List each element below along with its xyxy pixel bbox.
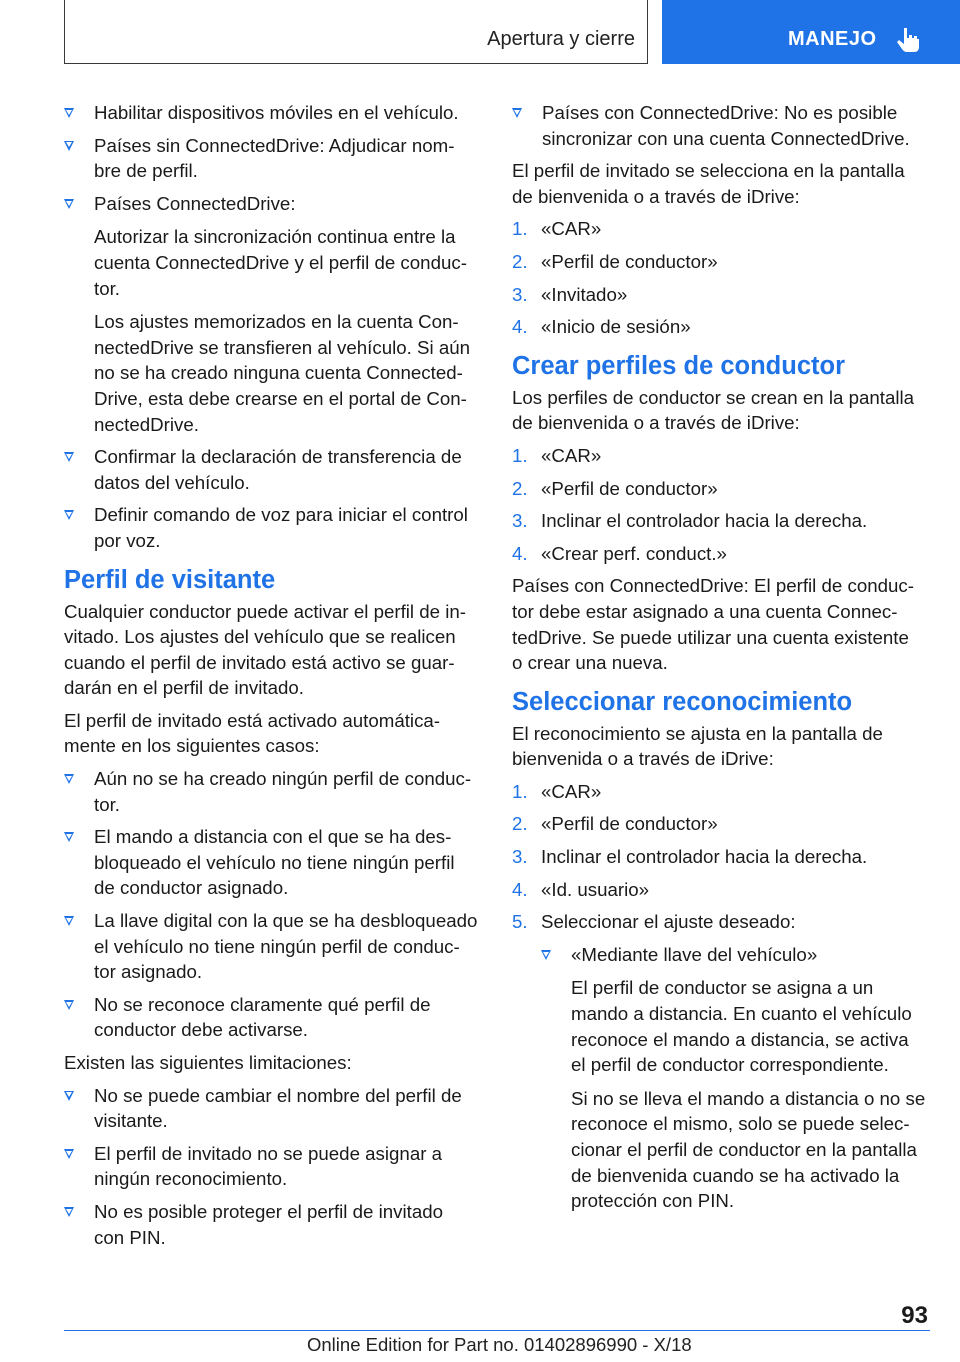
text-line: Drive, esta debe crearse en el portal de Con- [94,387,467,409]
triangle-bullet-icon [64,108,74,118]
bullet-item [512,100,932,151]
step-text: «CAR» [541,780,602,802]
heading-visitor-profile: Perfil de visitante [64,565,276,594]
steps-create [512,443,932,566]
bullet-item [64,1083,482,1134]
text-line: Aún no se ha creado ningún perfil de conduc- [94,768,472,790]
text-line: mando a distancia. En cuanto el vehículo [571,1003,912,1025]
footer-divider [64,1330,930,1331]
bullet-item [64,444,482,495]
paragraph-connected [512,573,932,675]
text-line: o crear una nueva. [512,652,668,674]
text-line: no se ha creado ninguna cuenta Connected- [94,362,463,384]
bullet-item [64,766,482,817]
step-text: «Perfil de conductor» [541,813,718,835]
text-line: cuenta ConnectedDrive y el perfil de conduc- [94,251,467,273]
sub-paragraph [94,224,482,301]
step-item [512,877,932,903]
text-line: reconoce el mando a distancia, se activa [571,1028,909,1050]
text-line: No es posible proteger el perfil de invitado [94,1200,444,1222]
step-text: «Invitado» [541,283,628,305]
text-line: tor. [94,793,120,815]
text-line: tor. [94,277,120,299]
text-line: ningún reconocimiento. [94,1168,288,1190]
step-item [512,811,932,837]
step-item [512,443,932,469]
step-item [512,844,932,870]
step-number: 5. [512,911,528,933]
text-line: El perfil de conductor se asigna a un [571,977,874,999]
paragraph-limits [64,1050,482,1076]
text-line: vitado. Los ajustes del vehículo que se realicen [64,626,456,648]
step-number: 3. [512,846,528,868]
step-item [512,541,932,567]
triangle-bullet-icon [64,916,74,926]
text-line: Países ConnectedDrive: [94,192,296,214]
text-line: El perfil de invitado está activado automática- [64,709,441,731]
right-column [512,100,932,1221]
step-item [512,314,932,340]
text-line: datos del vehículo. [94,471,250,493]
text-line: Autorizar la sincronización continua entre la [94,226,456,248]
step-text: «Inicio de sesión» [541,316,691,338]
text-line: No se reconoce claramente qué perfil de [94,993,431,1015]
heading-select-recognition: Seleccionar reconocimiento [512,687,853,716]
text-line: cionar el perfil de conductor en la pantalla [571,1139,917,1160]
text-line: visitante. [94,1110,168,1132]
text-line: Los perfiles de conductor se crean en la pantalla [512,386,915,408]
text-line: de conductor asignado. [94,877,289,899]
bullet-item [64,502,482,553]
text-line: nectedDrive. [94,413,199,435]
heading-create-profiles: Crear perfiles de conductor [512,351,846,380]
text-line: El reconocimiento se ajusta en la pantalla de [512,722,883,744]
text-line: «Mediante llave del vehículo» [571,943,818,965]
steps-guest [512,216,932,339]
text-line: Cualquier conductor puede activar el perfil de in- [64,600,467,622]
sub-paragraph [94,309,482,437]
text-line: El perfil de invitado se selecciona en la pantalla [512,160,905,182]
text-line: La llave digital con la que se ha desbloqueado [94,910,478,932]
text-line: El perfil de invitado no se puede asignar a [94,1142,443,1164]
step-text: «Perfil de conductor» [541,250,718,272]
text-line: el vehículo no tiene ningún perfil de conduc- [94,935,460,957]
paragraph-recognition [512,721,932,772]
text-line: Habilitar dispositivos móviles en el vehículo. [94,102,459,123]
triangle-bullet-icon [64,510,74,520]
step-number: 3. [512,510,528,532]
text-line: Si no se lleva el mando a distancia o no se [571,1087,926,1109]
step-item [512,508,932,534]
step-item [512,779,932,805]
sub-paragraph [571,1086,932,1214]
triangle-bullet-icon [64,1091,74,1101]
text-line: sincronizar con una cuenta ConnectedDrive. [542,127,910,149]
step-item [512,282,932,308]
text-line: darán en el perfil de invitado. [64,677,304,699]
step-number: 1. [512,218,528,240]
step-number: 2. [512,477,528,499]
text-line: Confirmar la declaración de transferencia de [94,446,462,468]
text-line: bloqueado el vehículo no tiene ningún perfil [94,851,455,873]
bullet-list-limits [64,1083,482,1251]
step-number: 1. [512,444,528,466]
page-number: 93 [901,1302,928,1329]
step-number: 4. [512,316,528,338]
text-line: cuando el perfil de invitado está activo se guar- [64,651,455,673]
bullet-item [64,908,482,985]
step-text: «CAR» [541,444,602,466]
text-line: el perfil de conductor correspondiente. [571,1054,889,1076]
text-line: tor debe estar asignado a una cuenta Connec- [512,600,898,622]
step-item [512,909,932,935]
bullet-item [64,100,482,126]
text-line: reconoce el mismo, solo se puede selec- [571,1113,910,1135]
text-line: tor asignado. [94,961,203,983]
text-line: No se puede cambiar el nombre del perfil de [94,1084,462,1106]
footer-edition: Online Edition for Part no. 01402896990 - X/18 [307,1334,692,1355]
triangle-bullet-icon [64,832,74,842]
step-text: «CAR» [541,218,602,240]
text-line: mente en los siguientes casos: [64,735,320,757]
bullet-item [64,133,482,184]
step-number: 2. [512,813,528,835]
text-line: de bienvenida o a través de iDrive: [512,185,800,207]
step-text: Seleccionar el ajuste deseado: [541,911,796,933]
bullet-list-top [64,100,482,554]
text-line: protección con PIN. [571,1190,735,1212]
bullet-item [64,1199,482,1250]
bullet-list-top-right [512,100,932,151]
text-line: Los ajustes memorizados en la cuenta Con- [94,311,459,333]
text-line: Países sin ConnectedDrive: Adjudicar nom- [94,134,455,156]
step-number: 3. [512,283,528,305]
text-line: tedDrive. Se puede utilizar una cuenta existente [512,626,909,648]
triangle-bullet-icon [64,1149,74,1159]
step-text: «Id. usuario» [541,878,650,900]
header-section-box [64,0,648,64]
step-number: 4. [512,542,528,564]
text-line: de bienvenida cuando se ha activado la [571,1164,900,1186]
section-title: Apertura y cierre [487,28,635,50]
step-text: Inclinar el controlador hacia la derecha. [541,846,868,868]
steps-recognition [512,779,932,935]
tab-manejo-label: MANEJO [788,28,877,50]
text-line: bre de perfil. [94,160,198,182]
step-item [512,249,932,275]
sub-paragraph [571,975,932,1077]
bullet-item [541,942,932,1214]
paragraph-visitor-intro [64,599,482,701]
paragraph-create [512,385,932,436]
bullet-item [64,191,482,437]
paragraph-visitor-cases [64,708,482,759]
text-line: Definir comando de voz para iniciar el control [94,504,468,526]
text-line: Países con ConnectedDrive: El perfil de conduc- [512,575,914,597]
triangle-bullet-icon [64,774,74,784]
step-text: «Crear perf. conduct.» [541,542,727,564]
bullet-item [64,824,482,901]
left-column [64,100,482,1257]
pointing-hand-icon [895,26,921,54]
triangle-bullet-icon [64,1207,74,1217]
triangle-bullet-icon [512,108,522,118]
step-number: 1. [512,780,528,802]
step-item [512,476,932,502]
text-line: con PIN. [94,1226,166,1248]
step-number: 2. [512,250,528,272]
triangle-bullet-icon [64,199,74,209]
text-line: por voz. [94,529,161,551]
bullet-item [64,992,482,1043]
triangle-bullet-icon [64,141,74,151]
text-line: Países con ConnectedDrive: No es posible [542,102,898,123]
step-number: 4. [512,878,528,900]
triangle-bullet-icon [64,452,74,462]
bullet-list-cases [64,766,482,1043]
bullet-item [64,1141,482,1192]
triangle-bullet-icon [541,950,551,960]
step-text: «Perfil de conductor» [541,477,718,499]
text-line: Existen las siguientes limitaciones: [64,1052,352,1073]
step-text: Inclinar el controlador hacia la derecha. [541,510,868,532]
text-line: conductor debe activarse. [94,1019,308,1041]
step-item [512,216,932,242]
bullet-recognition [541,942,932,1214]
text-line: nectedDrive se transfieren al vehículo. Si aún [94,336,471,358]
text-line: El mando a distancia con el que se ha des- [94,826,452,848]
text-line: bienvenida o a través de iDrive: [512,748,774,770]
text-line: de bienvenida o a través de iDrive: [512,412,800,434]
paragraph-guest-select [512,158,932,209]
triangle-bullet-icon [64,1000,74,1010]
